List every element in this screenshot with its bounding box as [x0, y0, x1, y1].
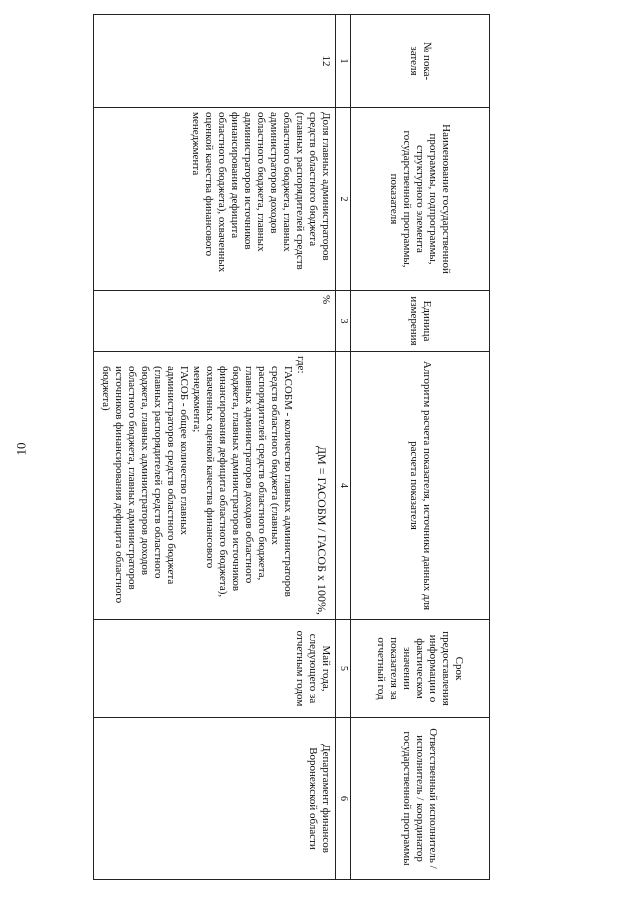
indicator-table	[93, 14, 490, 880]
formula-where: где:	[295, 356, 307, 374]
table-row	[94, 15, 336, 880]
header-cell-responsible: Ответственный исполнитель / исполнитель / координатор государственной программы	[351, 718, 490, 880]
report-deadline: Май года, следующего за отчетным годом	[94, 620, 336, 718]
column-number: 3	[336, 291, 351, 352]
indicator-name: Доля главных администраторов средств областного бюджета (главных распорядителей средств областного бюджета, главных администраторов доходов областного бюджета, главных администраторов источников финансирования дефицита областного бюджета), охваченных оценкой качества финансового менеджмента	[94, 108, 336, 291]
column-number: 4	[336, 352, 351, 620]
column-number-row	[336, 15, 351, 880]
indicator-number: 12	[94, 15, 336, 108]
rotated-page-content	[93, 14, 490, 879]
column-number: 5	[336, 620, 351, 718]
column-number: 2	[336, 108, 351, 291]
responsible-executor: Департамент финансов Воронежской области	[94, 718, 336, 880]
page-number: 10	[13, 442, 29, 456]
header-cell-number: № пока- зателя	[351, 15, 490, 108]
header-cell-name: Наименование государственной программы, подпрограммы, структурного элемента государственной программы, показателя	[351, 108, 490, 291]
header-cell-unit: Единица измерения	[351, 291, 490, 352]
formula-definition-numerator: ГАСОБМ - количество главных администраторов средств областного бюджета (главных распорядителей средств областного бюджета, главных администраторов доходов областного бюджета, главных администраторов источников финансирования дефицита областного бюджета), охваченных оценкой качества финансового менеджмента;	[191, 366, 294, 598]
header-cell-algorithm: Алгоритм расчета показателя, источники данных для расчета показателя	[351, 352, 490, 620]
header-cell-deadline: Срок предоставления информации о фактическом значении показателя за отчетный год	[351, 620, 490, 718]
table-header-row	[351, 15, 490, 880]
formula: ДМ = ГАСОБМ / ГАСОБ х 100%,	[315, 445, 329, 615]
calculation-algorithm	[94, 352, 336, 620]
column-number: 6	[336, 718, 351, 880]
indicator-unit: %	[94, 291, 336, 352]
column-number: 1	[336, 15, 351, 108]
formula-definition-denominator: ГАСОБ - общее количество главных администраторов средств областного бюджета (главных распорядителей средств областного бюджета, главных администраторов доходов областного бюджета, главных администраторов источников финансирования дефицита областного бюджета)	[100, 366, 190, 604]
